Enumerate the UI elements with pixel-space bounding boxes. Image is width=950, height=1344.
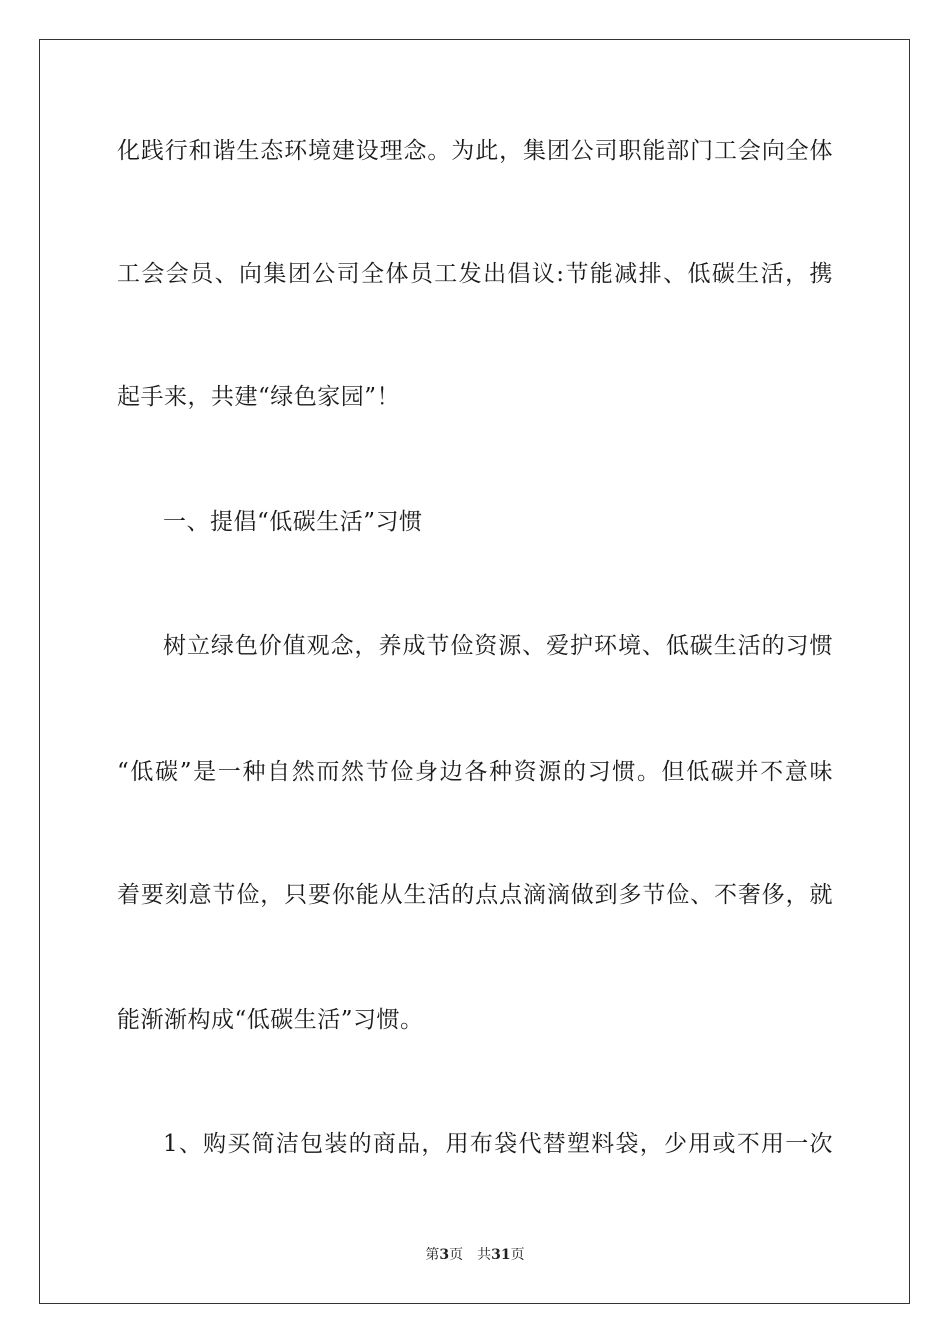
section-heading: 一、提倡“低碳生活”习惯	[163, 509, 423, 535]
body-line-7: 着要刻意节俭，只要你能从生活的点点滴滴做到多节俭、不奢侈，就	[117, 882, 833, 908]
body-line-6: “低碳”是一种自然而然节俭身边各种资源的习惯。但低碳并不意味	[117, 759, 833, 785]
page-suffix: 页	[449, 1247, 464, 1263]
total-prefix: 共	[477, 1247, 492, 1263]
body-line-8: 能渐渐构成“低碳生活”习惯。	[117, 1007, 424, 1033]
body-line-1: 化践行和谐生态环境建设理念。为此，集团公司职能部门工会向全体	[117, 138, 833, 164]
page-prefix: 第	[425, 1247, 440, 1263]
page-border	[39, 39, 910, 1304]
list-item-1: 1、购买简洁包装的商品，用布袋代替塑料袋，少用或不用一次	[163, 1131, 833, 1157]
body-line-5: 树立绿色价值观念，养成节俭资源、爱护环境、低碳生活的习惯	[163, 633, 833, 659]
page-total: 31	[491, 1247, 511, 1263]
total-suffix: 页	[510, 1247, 525, 1263]
page-current: 3	[439, 1247, 450, 1263]
body-line-2: 工会会员、向集团公司全体员工发出倡议:节能减排、低碳生活，携	[117, 261, 833, 287]
body-line-3: 起手来，共建“绿色家园”！	[117, 384, 401, 410]
page-footer	[0, 1245, 950, 1265]
